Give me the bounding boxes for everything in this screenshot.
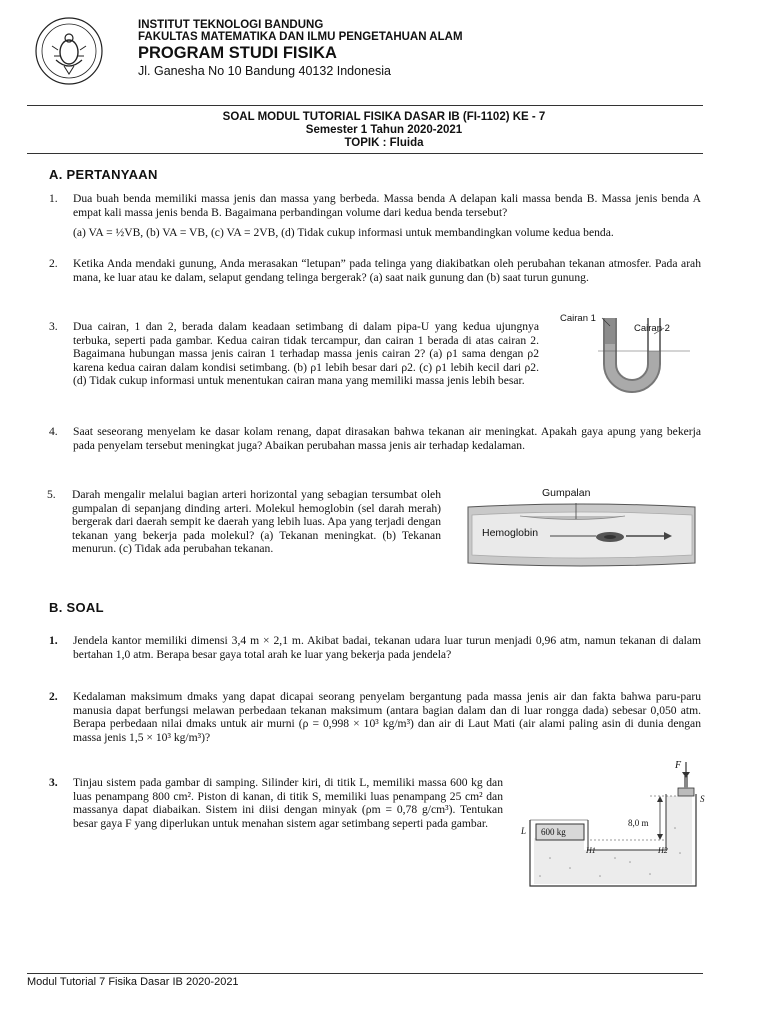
- header-divider: [27, 105, 703, 106]
- title-line1: SOAL MODUL TUTORIAL FISIKA DASAR IB (FI-1102) KE - 7: [222, 111, 546, 123]
- artery-label-hemoglobin: Hemoglobin: [482, 527, 539, 539]
- q4-number: 4.: [49, 425, 58, 438]
- artery-figure: [450, 485, 702, 575]
- hydraulic-l-label: L: [521, 826, 527, 836]
- q3-number: 3.: [49, 320, 58, 333]
- footer-divider: [27, 973, 703, 974]
- q2-number: 2.: [49, 257, 58, 270]
- footer-text: Modul Tutorial 7 Fisika Dasar IB 2020-2021: [27, 976, 239, 988]
- q5-text: Darah mengalir melalui bagian arteri horizontal yang sebagian tersumbat oleh gumpalan di sepanjang dinding arteri. Molekul hemoglobin (sel darah merah) bergerak dari daerah sempit ke daerah yang lebih luas. Apa yang terjadi dengan tekanan yang bekerja pada molekul? (a) Tekanan meningkat. (b) Tekanan menurun. (c) Tidak ada perubahan tekanan.: [72, 488, 441, 556]
- section-a-heading: A. PERTANYAAN: [49, 167, 158, 182]
- title-line2: Semester 1 Tahun 2020-2021: [305, 124, 463, 136]
- hydraulic-h1-label: H1: [586, 846, 596, 855]
- program-name: PROGRAM STUDI FISIKA: [138, 44, 337, 62]
- hydraulic-s-label: S: [700, 794, 705, 804]
- artery-label-clot: Gumpalan: [542, 487, 591, 499]
- hydraulic-figure: [520, 758, 708, 888]
- u-tube-label-1: Cairan 1: [560, 313, 596, 324]
- institute-name: INSTITUT TEKNOLOGI BANDUNG: [138, 19, 324, 31]
- u-tube-label-2: Cairan 2: [634, 323, 670, 334]
- title-divider: [27, 153, 703, 154]
- hydraulic-force-label: F: [675, 760, 682, 771]
- address: Jl. Ganesha No 10 Bandung 40132 Indonesia: [138, 64, 391, 78]
- hydraulic-h2-label: H2: [658, 846, 668, 855]
- title-line3: TOPIK : Fluida: [344, 137, 424, 149]
- hydraulic-mass-label: 600 kg: [541, 827, 566, 837]
- p1-text: Jendela kantor memiliki dimensi 3,4 m × 2,1 m. Akibat badai, tekanan udara luar turun menjadi 0,96 atm, namun tekanan di dalam bertahan 1,0 atm. Berapa besar gaya total arah ke luar yang bekerja pada jendela?: [73, 634, 701, 661]
- itb-logo: [34, 16, 104, 86]
- q1-options: (a) VA = ½VB, (b) VA = VB, (c) VA = 2VB, (d) Tidak cukup informasi untuk membandingkan volume kedua benda.: [73, 226, 614, 239]
- p1-number: 1.: [49, 634, 58, 647]
- q1-text: Dua buah benda memiliki massa jenis dan massa yang berbeda. Massa benda A delapan kali massa benda B. Massa jenis benda A empat kali massa jenis benda B. Bagaimana perbandingan volume dari kedua benda tersebut?: [73, 192, 701, 219]
- q2-text: Ketika Anda mendaki gunung, Anda merasakan “letupan” pada telinga yang diakibatkan oleh perubahan tekanan atmosfer. Pada arah mana, ke luar atau ke dalam, selaput gendang telinga bergerak? (a) saat naik gunung dan (b) saat turun gunung.: [73, 257, 701, 284]
- p2-number: 2.: [49, 690, 58, 703]
- q3-text: Dua cairan, 1 dan 2, berada dalam keadaan setimbang di dalam pipa-U yang kedua ujungnya terbuka, seperti pada gambar. Kedua cairan tidak tercampur, dan cairan 1 berada di atas cairan 2. Bagaimana hubungan massa jenis cairan 1 terhadap massa jenis cairan 2? (a) ρ1 sama dengan ρ2 karena kedua cairan dalam kondisi setimbang. (b) ρ1 lebih besar dari ρ2. (c) ρ1 lebih kecil dari ρ2. (d) Tidak cukup informasi untuk menentukan cairan mana yang memiliki massa jenis lebih besar.: [73, 320, 539, 388]
- p3-text: Tinjau sistem pada gambar di samping. Silinder kiri, di titik L, memiliki massa 600 kg dan luas penampang 800 cm². Piston di kanan, di titik S, memiliki luas penampang 25 cm² dan massanya dapat diabaikan. Sistem ini diisi dengan minyak (ρm = 0,78 g/cm³). Tentukan besar gaya F yang diperlukan untuk menahan sistem agar setimbang seperti pada gambar.: [73, 776, 503, 830]
- faculty-name: FAKULTAS MATEMATIKA DAN ILMU PENGETAHUAN ALAM: [138, 31, 463, 43]
- q5-number: 5.: [47, 488, 56, 501]
- p3-number: 3.: [49, 776, 58, 789]
- p2-text: Kedalaman maksimum dmaks yang dapat dicapai seorang penyelam bergantung pada massa jenis air dan fakta bahwa paru-paru manusia dapat berfungsi melawan perbedaan tekanan maksimum (antara bagian dalam dan di luar rongga dada) sebesar 0,050 atm. Berapa perbedaan nilai dmaks untuk air murni (ρ = 0,998 × 10³ kg/m³) dan air di Laut Mati (air alami paling asin di dunia dengan massa jenis 1,5 × 10³ kg/m³)?: [73, 690, 701, 744]
- u-tube-figure: [550, 306, 700, 406]
- hydraulic-height-label: 8,0 m: [628, 818, 649, 828]
- q4-text: Saat seseorang menyelam ke dasar kolam renang, dapat dirasakan bahwa tekanan air meningkat. Apakah gaya apung yang bekerja pada penyelam tersebut meningkat juga? Abaikan perubahan massa jenis air terhadap kedalaman.: [73, 425, 701, 452]
- section-b-heading: B. SOAL: [49, 600, 104, 615]
- q1-number: 1.: [49, 192, 58, 205]
